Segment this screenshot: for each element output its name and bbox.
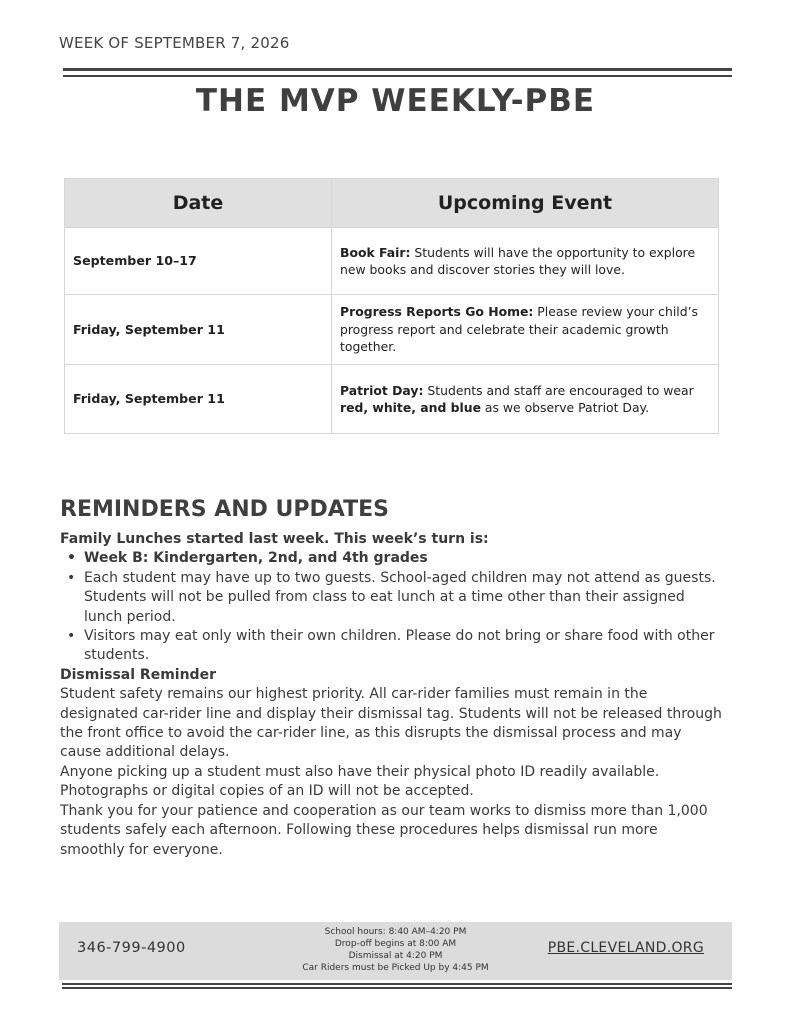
dismissal-paragraph: Student safety remains our highest priority. All car-rider families must remain in the designated car-rider line and display their dismissal tag. Students will not be released through the front office to avoid the car-rider line, as this disrupts the dismissal process and may cause additional delays. [60, 686, 722, 761]
reminders-heading: REMINDERS AND UPDATES [60, 497, 390, 522]
event-text: Please review your child’s progress report and celebrate their academic growth together. [340, 304, 698, 355]
event-date: September 10–17 [65, 228, 332, 295]
hours-line: Drop-off begins at 8:00 AM [334, 939, 457, 949]
event-date: Friday, September 11 [65, 365, 332, 434]
hours-line: Dismissal at 4:20 PM [348, 951, 443, 961]
list-item [60, 549, 725, 568]
event-title: Progress Reports Go Home: [340, 304, 534, 320]
list-item-text: Week B: Kindergarten, 2nd, and 4th grades [84, 550, 428, 567]
event-text-emphasis: red, white, and blue [340, 400, 481, 415]
event-text: as we observe Patriot Day. [480, 400, 650, 415]
hours-line: School hours: 8:40 AM–4:20 PM [324, 927, 467, 937]
website-link[interactable]: PBE.CLEVELAND.ORG [547, 940, 704, 956]
family-lunch-list [60, 549, 725, 665]
event-text: Students and staff are encouraged to wear [423, 382, 694, 398]
table-row [65, 365, 719, 434]
dismissal-heading: Dismissal Reminder [60, 666, 216, 683]
table-row [65, 228, 719, 295]
event-description [332, 365, 719, 434]
list-item-text: Visitors may eat only with their own children. Please do not bring or share food with other students. [84, 628, 715, 664]
table-header-row [65, 179, 719, 228]
family-lunch-intro: Family Lunches started last week. This week’s turn is: [60, 531, 489, 547]
dismissal-paragraph: Anyone picking up a student must also have their physical photo ID readily available. Photographs or digital copies of an ID will not be accepted. [60, 763, 660, 800]
event-description [332, 295, 719, 365]
header-rule-bottom [63, 75, 732, 77]
event-title: Book Fair: [340, 244, 411, 260]
footer-rule-bottom [62, 987, 732, 989]
list-item-text: Each student may have up to two guests. School-aged children may not attend as guests. Students will not be pulled from class to eat lunch at a time other than their assigned lunch period. [84, 569, 716, 625]
event-column-header: Upcoming Event [332, 179, 719, 228]
footer-bar [59, 922, 732, 980]
footer-rule-top [62, 983, 732, 985]
list-item [60, 627, 725, 666]
dismissal-paragraph: Thank you for your patience and cooperation as our team works to dismiss more than 1,000 students safely each afternoon. Following these procedures helps dismissal run more smoothly for everyone. [60, 802, 708, 858]
bullet-icon: • [67, 628, 76, 645]
newsletter-title: THE MVP WEEKLY-PBE [195, 83, 596, 119]
upcoming-events-table [64, 178, 719, 434]
week-of-date: WEEK OF SEPTEMBER 7, 2026 [59, 34, 290, 52]
date-column-header: Date [65, 179, 332, 228]
hours-line: Car Riders must be Picked Up by 4:45 PM [302, 963, 489, 973]
event-description [332, 228, 719, 295]
table-row [65, 295, 719, 365]
event-text: Students will have the opportunity to explore new books and discover stories they will love. [340, 244, 696, 277]
header-rule-top [63, 68, 732, 71]
bullet-icon: • [67, 569, 76, 586]
list-item [60, 569, 725, 627]
phone-number: 346-799-4900 [77, 940, 186, 956]
event-title: Patriot Day: [340, 382, 424, 398]
reminders-section [60, 530, 725, 860]
bullet-icon: • [67, 550, 76, 567]
event-date: Friday, September 11 [65, 295, 332, 365]
